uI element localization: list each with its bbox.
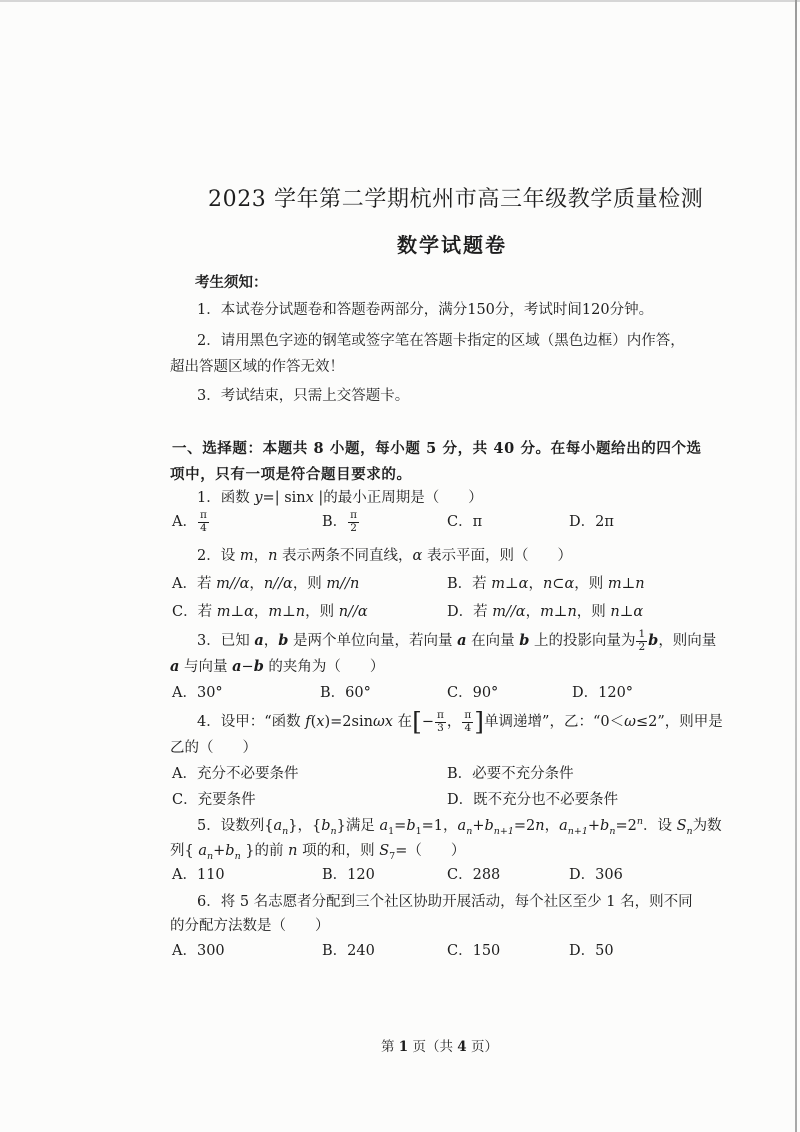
q5-text: }满足: [336, 818, 380, 834]
q5-superscript: n: [636, 816, 643, 828]
q6-option-c: C．150: [447, 943, 501, 959]
q3-text: 3．已知: [197, 633, 255, 649]
q1-stem: [197, 488, 483, 508]
q5-line-2: [170, 841, 465, 861]
q5-subscript: n+1: [567, 825, 588, 837]
q2-text: ，则: [292, 576, 327, 592]
q2-var-n: n: [268, 548, 278, 564]
q2-var-m: m: [239, 548, 254, 564]
q1-option-d: [569, 508, 614, 536]
q3-vector-b: b: [253, 658, 264, 675]
q6-options: [0, 937, 800, 965]
q5-var-a: a: [559, 818, 568, 834]
q1-var-x: x: [305, 490, 314, 506]
fraction-denominator: 4: [464, 721, 472, 734]
current-page: 1: [398, 1039, 409, 1055]
q5-text: 项的和，则: [297, 843, 380, 859]
q1-option-c: [447, 508, 482, 536]
q5-text: =2: [513, 818, 536, 834]
footer-text: 第: [381, 1039, 399, 1055]
q5-subscript: n: [466, 825, 473, 837]
q1-text: =| sin: [262, 490, 306, 506]
fraction-numerator: 1: [638, 628, 646, 640]
q4-var-f: f: [305, 714, 311, 730]
q4-text: 在: [392, 714, 413, 730]
q4-text: )=2sin: [324, 714, 373, 730]
q2-option-b: [447, 570, 645, 598]
q2-stem: [197, 546, 572, 566]
q5-text: =2: [615, 818, 637, 834]
q3-text: ，: [263, 633, 279, 649]
q5-subscript: n: [330, 825, 337, 837]
q2-expr: n//α: [263, 576, 293, 592]
q5-text: =: [394, 818, 407, 834]
fraction-numerator: π: [436, 709, 444, 721]
q3-vector-a: a: [170, 658, 180, 675]
q5-text: ．设: [642, 818, 677, 834]
option-value: 2π: [595, 514, 614, 530]
q4-bracket-close: ]: [474, 707, 485, 736]
q2-expr: m⊥n: [268, 604, 306, 620]
q6-option-d: D．50: [569, 943, 614, 959]
q5-var-b: b: [321, 818, 331, 834]
notice-heading: 考生须知：: [195, 274, 268, 291]
q5-var-b: b: [225, 843, 235, 859]
q5-var-n: n: [288, 843, 298, 859]
q5-text: =1，: [421, 818, 458, 834]
q5-line-1: [197, 816, 722, 836]
fraction-numerator: π: [199, 509, 207, 521]
q4-line-1: [197, 707, 723, 737]
q3-vector-a: a: [232, 658, 242, 675]
q4-bracket-open: [: [412, 707, 422, 736]
q5-var-a: a: [273, 818, 283, 834]
fraction: [348, 510, 359, 534]
q3-vector-b: b: [278, 632, 289, 649]
q4-option-d: D．既不充分也不必要条件: [447, 792, 619, 808]
q2-expr: m//α: [492, 604, 526, 620]
section-heading: 一、选择题：本题共 8 小题，每小题 5 分，共 40 分。在每小题给出的四个选: [172, 440, 702, 457]
q5-subscript: n: [686, 825, 693, 837]
fraction-numerator: π: [350, 509, 358, 521]
q2-expr: m//α: [216, 576, 250, 592]
q2-text: 表示两条不同直线，: [277, 548, 413, 564]
q5-var-s: S: [676, 818, 687, 834]
q5-subscript: 7: [389, 850, 396, 862]
q3-line-1: [197, 627, 716, 655]
q4-options-row-2: [0, 786, 800, 814]
q6-option-a: A．300: [172, 943, 225, 959]
q3-text: 与向量: [179, 659, 233, 675]
q3-text: ，则向量: [658, 633, 717, 649]
q5-var-b: b: [406, 818, 416, 834]
section-heading-continued: 项中，只有一项是符合题目要求的。: [170, 466, 412, 483]
q3-text: 在向量: [466, 633, 520, 649]
fraction-denominator: 2: [350, 521, 357, 534]
q5-var-a: a: [379, 818, 389, 834]
q2-options-row-2: [0, 598, 800, 626]
q2-expr: m⊥n: [540, 604, 577, 620]
fraction: [198, 510, 209, 534]
q3-text: 上的投影向量为: [529, 633, 636, 649]
q5-var-b: b: [600, 818, 610, 834]
q3-text: 是两个单位向量，若向量: [288, 633, 458, 649]
q3-option-a: A．30°: [172, 685, 223, 701]
q5-var-a: a: [457, 818, 467, 834]
option-label: B．: [322, 514, 348, 530]
q5-subscript: 1: [388, 825, 395, 837]
q2-text: 2．设: [197, 548, 240, 564]
fraction-numerator: π: [464, 709, 472, 721]
option-label: A．: [172, 514, 197, 530]
fraction: [462, 710, 473, 734]
q6-line-2: 的分配方法数是（ ）: [170, 918, 330, 934]
exam-subtitle: 数学试题卷: [397, 233, 507, 257]
q3-option-b: B．60°: [320, 685, 371, 701]
q5-text: }的前: [240, 843, 289, 859]
q2-expr: m//n: [326, 576, 360, 592]
q5-text: 列{: [170, 843, 199, 859]
q4-text: 4．设甲：“函数: [197, 714, 306, 730]
q2-text: D．若: [447, 604, 493, 620]
q5-option-b: B．120: [322, 867, 375, 883]
notice-item-2-continued: 超出答题区域的作答无效！: [170, 359, 344, 375]
q2-text: ，: [528, 576, 543, 592]
q4-option-b: B．必要不充分条件: [447, 766, 574, 782]
q5-subscript: 1: [415, 825, 422, 837]
q4-options-row-1: [0, 760, 800, 788]
q5-text: +: [472, 818, 485, 834]
fraction-denominator: 3: [437, 721, 444, 734]
q1-option-a: [172, 508, 210, 536]
q2-options-row-1: [0, 570, 800, 598]
q2-option-c: [172, 598, 368, 626]
q5-option-d: D．306: [569, 867, 623, 883]
q2-option-a: [172, 570, 359, 598]
q3-option-c: C．90°: [447, 685, 499, 701]
q1-option-b: [322, 508, 360, 536]
q5-text: +: [587, 818, 601, 834]
q4-text: ，: [446, 714, 462, 730]
q2-text: ，: [253, 548, 269, 564]
q2-text: A．若: [172, 576, 217, 592]
fraction-denominator: 4: [200, 521, 207, 534]
q3-options: [0, 679, 800, 707]
q5-var-s: S: [379, 843, 390, 859]
q5-option-a: A．110: [172, 867, 225, 883]
q2-text: ，: [253, 604, 269, 620]
option-value: π: [472, 514, 483, 530]
q3-minus: −: [241, 659, 254, 675]
footer-text: 页（共: [408, 1039, 458, 1055]
q4-option-a: A．充分不必要条件: [172, 766, 299, 782]
q5-var-n: n: [535, 818, 545, 834]
fraction: [636, 629, 647, 653]
q1-var-y: y: [254, 490, 263, 506]
notice-item-1: 1．本试卷分试题卷和答题卷两部分，满分150分，考试时间120分钟。: [197, 302, 654, 318]
q1-text: |的最小正周期是（ ）: [313, 490, 483, 506]
q2-expr: m⊥α: [216, 604, 254, 620]
q3-line-2: [170, 657, 384, 677]
q4-line-2: 乙的（ ）: [170, 740, 257, 756]
q5-text: 5．设数列{: [197, 818, 274, 834]
q4-option-c: C．充要条件: [172, 792, 256, 808]
scan-edge-top: [0, 0, 800, 2]
q2-expr: n//α: [338, 604, 368, 620]
q2-expr: m⊥n: [607, 576, 645, 592]
q5-text: 为数: [692, 818, 722, 834]
q6-option-b: B．240: [322, 943, 375, 959]
q3-vector-b: b: [519, 632, 530, 649]
footer-text: 页）: [466, 1039, 498, 1055]
q5-option-c: C．288: [447, 867, 501, 883]
q2-text: ，则: [574, 576, 608, 592]
q2-expr: m⊥α: [491, 576, 529, 592]
q4-var-omega-x: ωx: [372, 714, 393, 730]
q4-var-omega: ω: [624, 714, 636, 730]
q5-var-b: b: [484, 818, 494, 834]
q2-text: 表示平面，则（ ）: [422, 548, 572, 564]
q5-subscript: n: [207, 850, 214, 862]
q3-text: 的夹角为（ ）: [263, 659, 385, 675]
q2-text: ，: [525, 604, 541, 620]
q2-text: ，则: [576, 604, 611, 620]
q5-subscript: n: [282, 825, 289, 837]
q6-line-1: 6．将 5 名志愿者分配到三个社区协助开展活动，每个社区至少 1 名，则不同: [197, 894, 693, 910]
q3-vector-a: a: [254, 632, 264, 649]
q2-text: C．若: [172, 604, 217, 620]
q2-text: ，则: [305, 604, 339, 620]
q5-text: }，{: [288, 818, 322, 834]
total-pages: 4: [457, 1039, 467, 1055]
q2-var-alpha: α: [412, 548, 423, 564]
q1-text: 1．函数: [197, 490, 255, 506]
q4-text: 单调递增”，乙：“0＜: [484, 714, 625, 730]
q3-option-d: D．120°: [572, 685, 634, 701]
option-label: D．: [569, 514, 596, 530]
q2-expr: n⊥α: [610, 604, 644, 620]
q1-options: [0, 508, 800, 536]
q3-vector-b: b: [648, 632, 659, 649]
fraction: [435, 710, 446, 734]
q4-var-x: x: [316, 714, 325, 730]
q5-text: =（ ）: [395, 843, 466, 859]
q5-subscript: n: [609, 825, 616, 837]
q5-text: +: [213, 843, 226, 859]
q2-expr: n⊂α: [542, 576, 575, 592]
option-label: C．: [447, 514, 473, 530]
page-number: [381, 1037, 498, 1057]
notice-item-3: 3．考试结束，只需上交答题卡。: [197, 388, 410, 404]
fraction-denominator: 2: [638, 640, 646, 653]
exam-title: 2023 学年第二学期杭州市高三年级教学质量检测: [208, 187, 704, 212]
q4-text: ≤2”，则甲是: [635, 714, 723, 730]
q5-subscript: n: [234, 850, 241, 862]
q2-text: ，: [249, 576, 264, 592]
notice-item-2: 2．请用黑色字迹的钢笔或签字笔在答题卡指定的区域（黑色边框）内作答，: [197, 333, 685, 349]
q2-option-d: [447, 598, 643, 626]
q2-text: B．若: [447, 576, 492, 592]
q4-text: (: [310, 714, 317, 730]
q5-subscript: n+1: [493, 825, 514, 837]
q5-text: ，: [544, 818, 560, 834]
q5-var-a: a: [198, 843, 207, 859]
q3-vector-a: a: [457, 632, 467, 649]
q5-options: [0, 861, 800, 889]
q4-minus: −: [421, 714, 434, 730]
